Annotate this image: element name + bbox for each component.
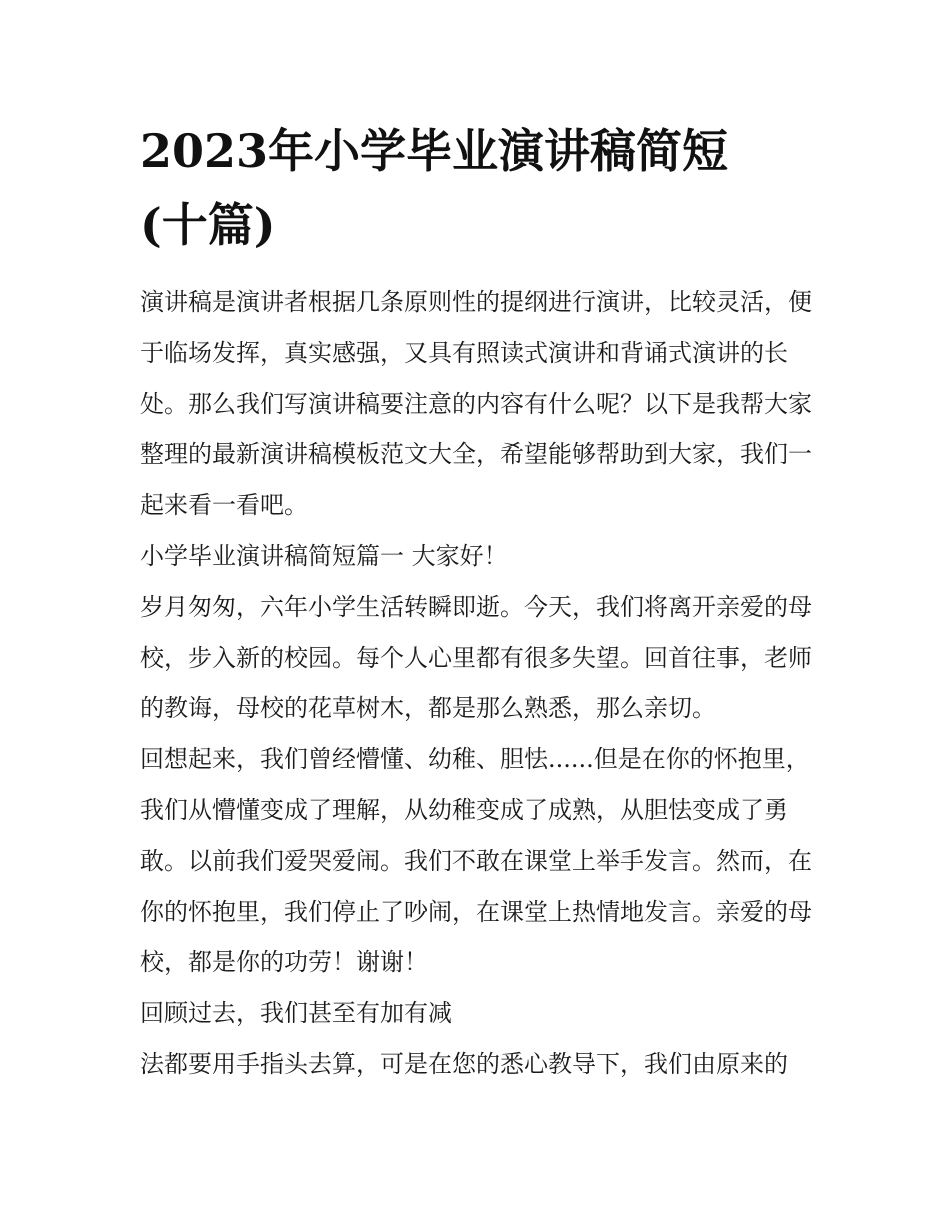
body-paragraph: 岁月匆匆，六年小学生活转瞬即逝。今天，我们将离开亲爱的母校，步入新的校园。每个人心里都有很多失望。回首往事，老师的教诲，母校的花草树木，都是那么熟悉，那么亲切。 [140,592,812,723]
document-body [140,277,820,1090]
intro-paragraph: 演讲稿是演讲者根据几条原则性的提纲进行演讲，比较灵活，便于临场发挥，真实感强，又具有照读式演讲和背诵式演讲的长处。那么我们写演讲稿要注意的内容有什么呢？以下是我帮大家整理的最新演讲稿模板范文大全，希望能够帮助到大家，我们一起来看一看吧。 [140,288,812,520]
title-line-1: 2023年小学毕业演讲稿简短 [140,124,729,178]
body-paragraph: 回想起来，我们曾经懵懂、幼稚、胆怯......但是在你的怀抱里，我们从懵懂变成了理解，从幼稚变成了成熟，从胆怯变成了勇敢。以前我们爱哭爱闹。我们不敢在课堂上举手发言。然而，在你的怀抱里，我们停止了吵闹，在课堂上热情地发言。亲爱的母校，都是你的功劳！谢谢！ [140,745,812,977]
section-heading-1: 小学毕业演讲稿简短篇一 大家好！ [140,541,508,570]
body-paragraph: 回顾过去，我们甚至有加有减 [140,999,452,1028]
title-line-2: (十篇) [140,198,276,252]
body-paragraph: 法都要用手指头去算，可是在您的悉心教导下，我们由原来的 [140,1049,788,1078]
document-title [140,114,820,262]
